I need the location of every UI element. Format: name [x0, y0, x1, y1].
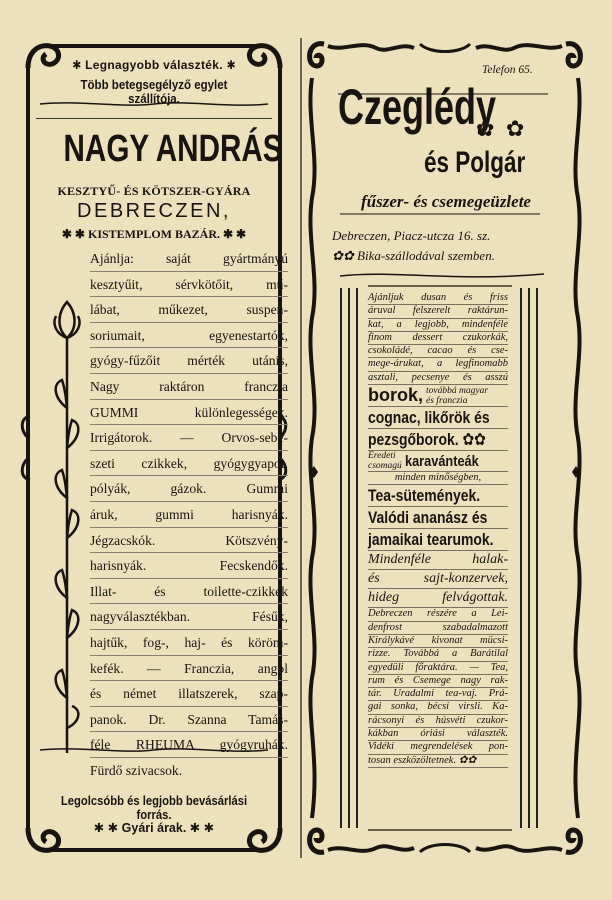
wine-note: továbbá magyar: [426, 385, 489, 396]
outro-line: tosan eszközöltetnek. ✿✿: [368, 755, 508, 768]
body-line: kefék. — Franczia, angol: [90, 656, 288, 682]
outro-line: kákban óriási választék.: [368, 728, 508, 741]
cognac-line: cognac, likőrök és: [368, 407, 508, 429]
champagne-line: pezsgőborok. ✿✿: [368, 429, 508, 451]
brand-name: Czeglédy: [338, 79, 497, 135]
outro-line: Vidéki megrendelések pon-: [368, 741, 508, 754]
column-bar: [356, 288, 358, 828]
outro-line: rum és Csemege nagy rak-: [368, 675, 508, 688]
body-line: áruk, gummi harisnyák.: [90, 502, 288, 528]
intro-line: áruval felszerelt raktárun-: [368, 305, 508, 318]
shop-address: Debreczen, Piacz-utcza 16. sz.: [332, 228, 491, 243]
shop-type: fűszer- és csemegeüzlete: [361, 192, 531, 211]
wine-note: és franczia: [426, 395, 468, 406]
column-bar: [528, 288, 530, 828]
column-bar: [536, 288, 538, 828]
footer-prices: ✱ ✱ Gyári árak. ✱ ✱: [93, 821, 215, 835]
outro-line: egyedüli főraktára. — Tea,: [368, 662, 508, 675]
body-line: Irrigátorok. — Orvos-sebé-: [90, 425, 288, 451]
body-line: Ajánlja: saját gyártmányú: [90, 246, 288, 272]
company-city: DEBRECZEN,: [77, 200, 231, 222]
intro-line: mege-árukat, a legfinomabb: [368, 358, 508, 371]
body-line: Nagy raktáron franczia: [90, 374, 288, 400]
body-line: Fürdő szivacsok.: [90, 762, 183, 778]
top-tagline: ✱ Legnagyobb választék. ✱: [72, 58, 236, 72]
footer-slogan: Legolcsóbb és legjobb bevásárlási forrás.: [60, 794, 248, 822]
body-line: Illat- és toilette-czikkek: [90, 579, 288, 605]
preserves-line: és sajt-konzervek,: [368, 570, 508, 589]
body-line: harisnyák. Fecskendők.: [90, 553, 288, 579]
intro-line: finom dessert czukorkák,: [368, 332, 508, 345]
body-line: féle RHEUMA gyógyruhák.: [90, 732, 288, 758]
outro-line: Királykávé kivonat mücsi-: [368, 635, 508, 648]
intro-line: Ajánljuk dusan és friss: [368, 292, 508, 305]
tea-biscuits-line: Tea-sütemények.: [368, 485, 508, 507]
shop-landmark: ✿✿ Bika-szállodával szemben.: [332, 248, 495, 263]
column-bar: [340, 288, 342, 828]
outro-line: tár. Uradalmi tea-vaj. Prá-: [368, 688, 508, 701]
package-note: csomagú: [368, 461, 402, 472]
body-line: lábat, műkezet, suspen-: [90, 297, 288, 323]
top-supplier-line: Több betegsegélyző egylet szállítója.: [80, 78, 228, 106]
wine-label: borok,: [368, 385, 424, 406]
body-line: hajtűk, fog-, haj- és köröm-: [90, 630, 288, 656]
rum-line: jamaikai tearumok.: [368, 529, 508, 551]
outro-line: rácsonyi és húsvéti czukor-: [368, 715, 508, 728]
preserves-line: Mindenféle halak-: [368, 551, 508, 570]
body-line: gyógy-fűzőit mérték utánis,: [90, 348, 288, 374]
body-line: panok. Dr. Szanna Tamás-: [90, 707, 288, 733]
body-line: Jégzacskók. Kötszvény-: [90, 528, 288, 554]
tea-caravan-line: [368, 451, 508, 472]
company-location: ✱ ✱ KISTEMPLOM BAZÁR. ✱ ✱: [61, 227, 247, 241]
intro-line: csokoládé, cacao és cse-: [368, 345, 508, 358]
rule: [36, 118, 272, 119]
company-subtitle: KESZTYŰ- ÉS KÖTSZER-GYÁRA: [57, 184, 251, 198]
preserves-line: hideg felvágottak.: [368, 589, 508, 608]
intro-line: asztali, pecsenye és asszú: [368, 372, 508, 385]
body-line: és német illatszerek, szap-: [90, 681, 288, 707]
body-line: kesztyűit, sérvkötőit, mű-: [90, 272, 288, 298]
body-line: nagyválasztékban. Fésűk,: [90, 604, 288, 630]
original-note: Eredeti: [368, 451, 396, 462]
body-line: GUMMI különlegességek.: [90, 400, 288, 426]
outro-line: Debreczen részére a Lei-: [368, 608, 508, 621]
column-divider: [300, 38, 302, 858]
column-bar: [348, 288, 350, 828]
outro-line: gai sonka, bécsi virsli. Ka-: [368, 701, 508, 714]
wine-line: [368, 385, 508, 407]
right-advertisement: [304, 38, 586, 858]
pineapple-line: Valódi ananász és: [368, 507, 508, 529]
left-advertisement: [20, 38, 288, 858]
rosette-ornament: ✿ ✿: [476, 116, 528, 141]
outro-line: rizze. Továbbá a Barátilal: [368, 648, 508, 661]
telephone-number: Telefon 65.: [482, 64, 533, 76]
intro-line: kat, a legjobb, mindenféle: [368, 319, 508, 332]
quality-line: minden minőségben,: [368, 472, 508, 485]
body-line: szeti czikkek, gyógygyapot,: [90, 451, 288, 477]
caravan-tea-label: karavánteák: [404, 452, 479, 470]
lily-ornament-icon: [50, 298, 84, 758]
product-list-text: [90, 246, 288, 782]
outro-line: denfrost szabadalmazott: [368, 622, 508, 635]
body-line: pólyák, gázok. Gummi: [90, 476, 288, 502]
brand-name-second: és Polgár: [424, 146, 526, 179]
body-line: soriumait, egyenestartók,: [90, 323, 288, 349]
column-bar: [520, 288, 522, 828]
product-column: [368, 292, 508, 768]
company-name: NAGY ANDRÁS: [63, 128, 283, 170]
